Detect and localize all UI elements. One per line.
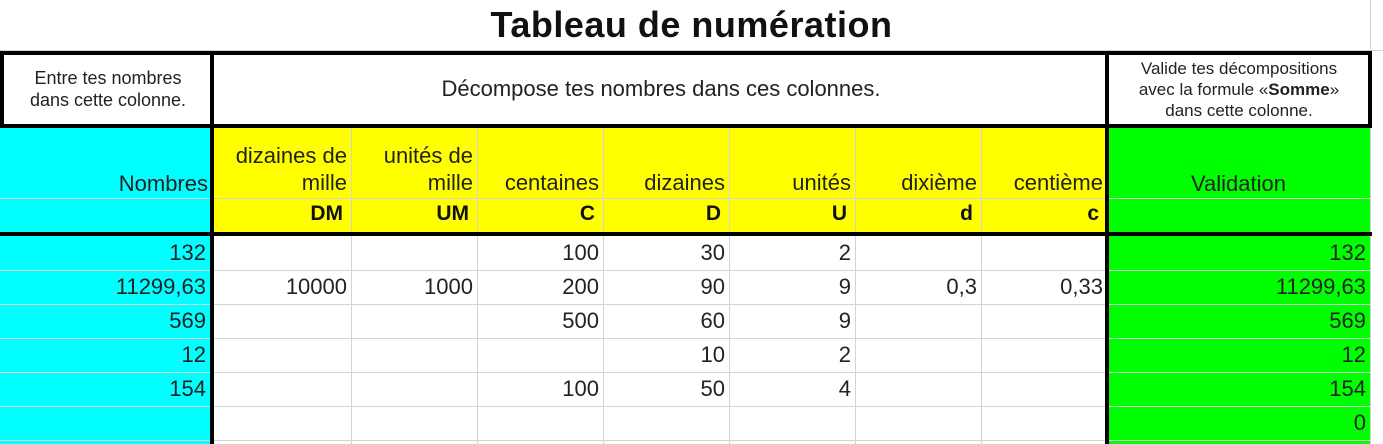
- sheet-title: Tableau de numération: [490, 4, 893, 45]
- row-4-cell-1[interactable]: [351, 372, 477, 406]
- header-col-4-line1: [729, 142, 851, 169]
- row-2-cell-3[interactable]: 60: [700, 308, 725, 333]
- instruction-right-line1: Valide tes décompositions: [1140, 58, 1338, 78]
- header-col-6-code: c: [1087, 202, 1099, 225]
- row-1-cell-0[interactable]: 10000: [285, 274, 347, 299]
- row-3-cell-3[interactable]: 10: [700, 342, 725, 367]
- header-col-6-line2: centième: [1013, 170, 1103, 195]
- header-col-0-line1: dizaines de: [235, 143, 347, 168]
- row-0-cell-0[interactable]: [212, 236, 351, 270]
- instruction-left-line2: dans cette colonne.: [29, 90, 187, 110]
- gridline-v: [477, 128, 478, 444]
- gridline-v: [855, 128, 856, 444]
- row-5-cell-6[interactable]: [981, 406, 1107, 440]
- row-2-cell-4[interactable]: 9: [838, 308, 851, 333]
- border-after-nombres: [210, 51, 214, 444]
- row-3-cell-5[interactable]: [855, 338, 981, 372]
- gridline-v: [981, 128, 982, 444]
- header-col-5-label: [855, 142, 981, 198]
- header-col-5-line2: dixième: [901, 170, 977, 195]
- gridline-v: [603, 128, 604, 444]
- row-3-cell-2[interactable]: [477, 338, 603, 372]
- row-4-cell-0[interactable]: [212, 372, 351, 406]
- header-col-1-line2: mille: [427, 170, 473, 195]
- row-2-nombre[interactable]: 569: [169, 308, 206, 333]
- row-0-cell-2[interactable]: 100: [562, 240, 599, 265]
- row-1-cell-2[interactable]: 200: [562, 274, 599, 299]
- row-5-nombre[interactable]: [0, 406, 210, 440]
- header-col-6-label: [981, 142, 1107, 198]
- row-3-cell-4[interactable]: 2: [838, 342, 851, 367]
- row-2-validation[interactable]: 569: [1329, 308, 1366, 333]
- row-5-cell-3[interactable]: [603, 406, 729, 440]
- header-col-1-line1: unités de: [383, 143, 473, 168]
- row-2-cell-6[interactable]: [981, 304, 1107, 338]
- header-col-3-label: [603, 142, 729, 198]
- header-col-2-label: [477, 142, 603, 198]
- row-3-cell-1[interactable]: [351, 338, 477, 372]
- row-1-validation[interactable]: 11299,63: [1275, 274, 1366, 299]
- row-5-cell-4[interactable]: [729, 406, 855, 440]
- gridline-h: [0, 440, 1370, 441]
- row-1-cell-4[interactable]: 9: [838, 274, 851, 299]
- header-col-5-code: d: [960, 202, 973, 225]
- row-1-nombre[interactable]: 11299,63: [115, 274, 206, 299]
- row-1-cell-5[interactable]: 0,3: [946, 274, 977, 299]
- header-col-0-code: DM: [310, 202, 343, 225]
- instruction-right-line3: dans cette colonne.: [1165, 100, 1313, 120]
- row-2-cell-1[interactable]: [351, 304, 477, 338]
- header-col-3-code: D: [705, 202, 721, 225]
- header-col-1-code: UM: [436, 202, 469, 225]
- header-col-6-line1: [981, 142, 1103, 169]
- header-validation: Validation: [1191, 171, 1286, 196]
- row-4-cell-2[interactable]: 100: [562, 376, 599, 401]
- border-left: [0, 51, 4, 128]
- gridline-h: [0, 198, 1370, 199]
- row-0-cell-4[interactable]: 2: [838, 240, 851, 265]
- gridline-v: [729, 128, 730, 444]
- row-5-cell-0[interactable]: [212, 406, 351, 440]
- row-4-validation[interactable]: 154: [1329, 376, 1366, 401]
- header-nombres: Nombres: [118, 171, 208, 196]
- instruction-middle: Décompose tes nombres dans ces colonnes.: [216, 54, 1106, 124]
- gridline-h: [0, 372, 1370, 373]
- header-col-4-code: U: [831, 202, 847, 225]
- header-col-0-line2: mille: [301, 170, 347, 195]
- row-4-cell-5[interactable]: [855, 372, 981, 406]
- row-4-nombre[interactable]: 154: [169, 376, 206, 401]
- header-col-0-label: [212, 142, 351, 198]
- row-3-cell-0[interactable]: [212, 338, 351, 372]
- row-0-cell-3[interactable]: 30: [700, 240, 725, 265]
- row-0-cell-1[interactable]: [351, 236, 477, 270]
- row-0-cell-5[interactable]: [855, 236, 981, 270]
- border-below-instructions: [0, 124, 1372, 128]
- row-5-cell-1[interactable]: [351, 406, 477, 440]
- border-before-validation: [1105, 51, 1109, 444]
- row-3-nombre[interactable]: 12: [181, 342, 206, 367]
- border-top-instructions: [0, 51, 1372, 55]
- gridline-h: [0, 304, 1370, 305]
- header-col-3-line2: dizaines: [644, 170, 725, 195]
- header-col-5-line1: [855, 142, 977, 169]
- instruction-right-line2: avec la formule «Somme»: [1138, 79, 1340, 99]
- instruction-left-line1: Entre tes nombres: [34, 68, 182, 88]
- row-4-cell-4[interactable]: 4: [838, 376, 851, 401]
- border-right: [1368, 51, 1372, 128]
- row-2-cell-2[interactable]: 500: [562, 308, 599, 333]
- row-3-validation[interactable]: 12: [1341, 342, 1366, 367]
- header-col-2-code: C: [579, 202, 595, 225]
- row-1-cell-3[interactable]: 90: [700, 274, 725, 299]
- row-1-cell-6[interactable]: 0,33: [1060, 274, 1103, 299]
- header-col-3-line1: [603, 142, 725, 169]
- header-col-4-line2: unités: [792, 170, 851, 195]
- row-5-cell-5[interactable]: [855, 406, 981, 440]
- row-4-cell-6[interactable]: [981, 372, 1107, 406]
- header-col-1-label: [351, 142, 477, 198]
- row-0-validation[interactable]: 132: [1329, 240, 1366, 265]
- row-5-cell-2[interactable]: [477, 406, 603, 440]
- row-5-validation[interactable]: 0: [1353, 410, 1366, 435]
- gridline-h: [0, 406, 1370, 407]
- gridline-v: [351, 128, 352, 444]
- row-2-cell-0[interactable]: [212, 304, 351, 338]
- header-col-2-line1: [477, 142, 599, 169]
- header-col-2-line2: centaines: [504, 170, 599, 195]
- row-4-cell-3[interactable]: 50: [700, 376, 725, 401]
- instruction-left: [4, 54, 212, 124]
- border-below-headers: [0, 232, 1372, 236]
- row-2-cell-5[interactable]: [855, 304, 981, 338]
- gridline-h: [0, 270, 1370, 271]
- gridline-h: [0, 338, 1370, 339]
- row-1-cell-1[interactable]: 1000: [424, 274, 473, 299]
- instruction-right: [1110, 54, 1368, 124]
- formula-name: Somme: [1268, 79, 1330, 99]
- row-0-nombre[interactable]: 132: [169, 240, 206, 265]
- row-3-cell-6[interactable]: [981, 338, 1107, 372]
- header-col-4-label: [729, 142, 855, 198]
- row-0-cell-6[interactable]: [981, 236, 1107, 270]
